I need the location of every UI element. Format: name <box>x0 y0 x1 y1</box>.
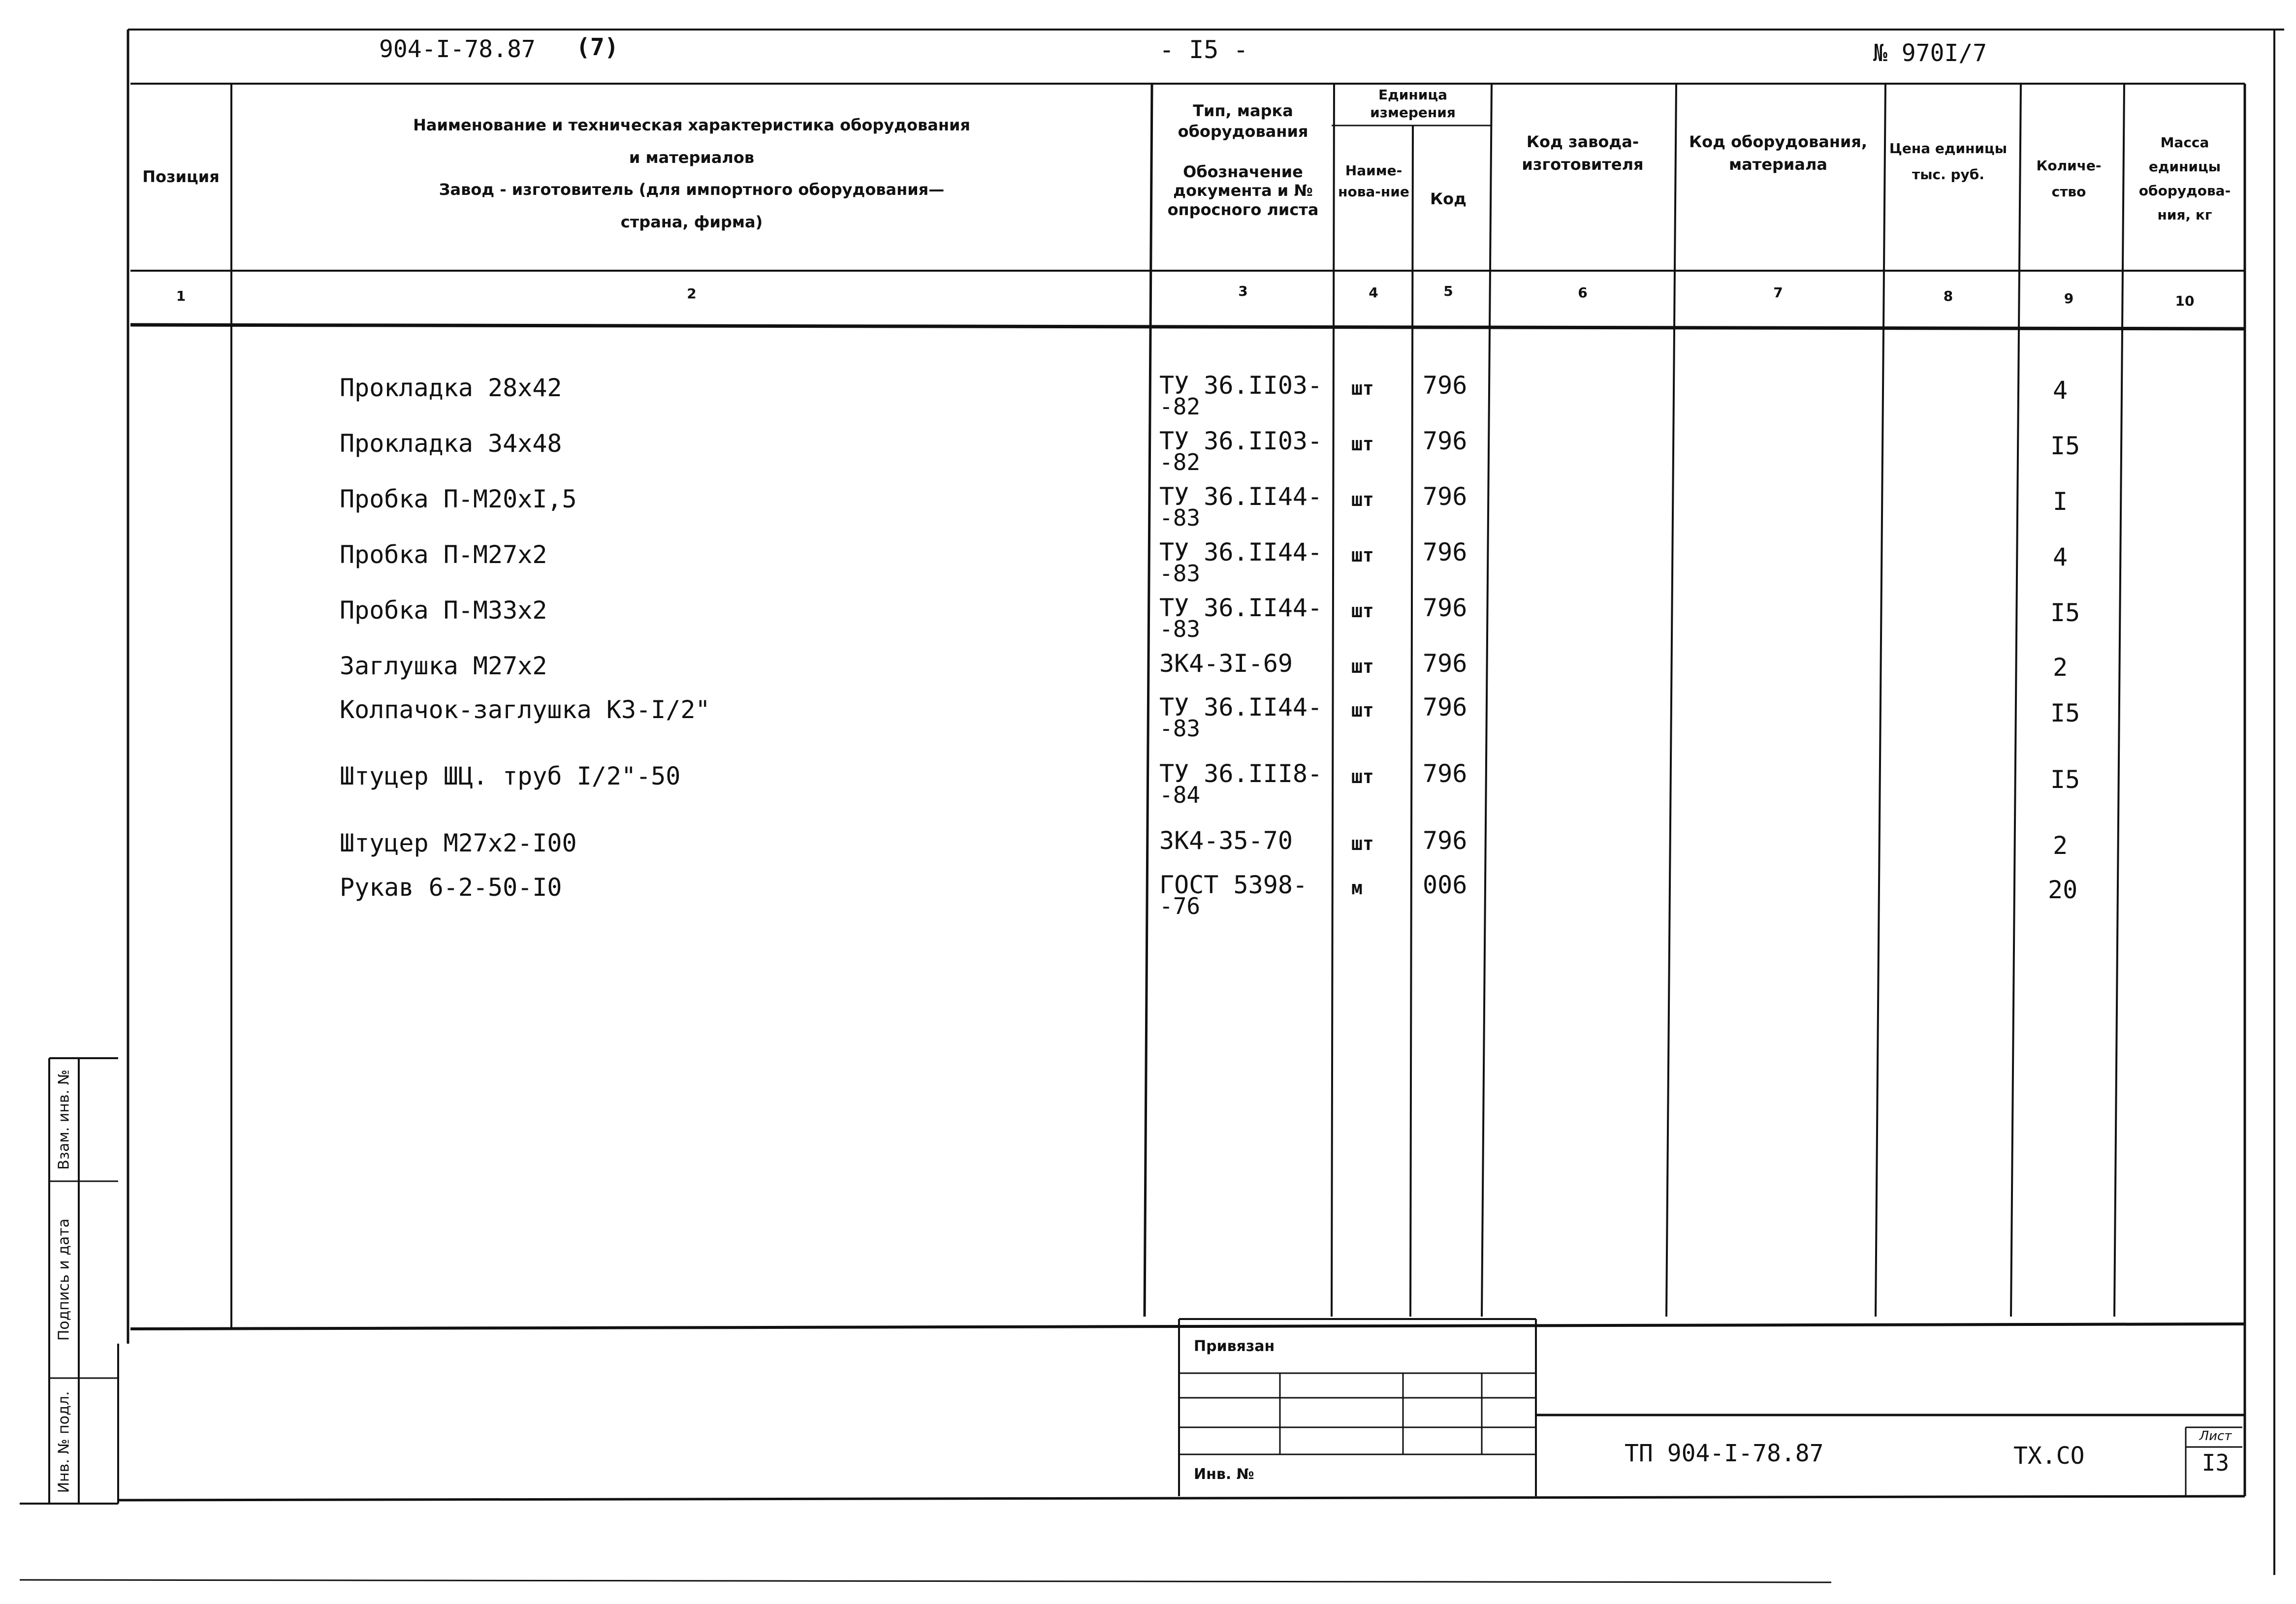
row-unit: шт <box>1351 433 1374 455</box>
row-doc-line1: 3К4-3I-69 <box>1159 649 1293 678</box>
row-unit: шт <box>1351 600 1374 622</box>
side-signature-date: Подпись и дата <box>55 1218 73 1341</box>
row-doc-line2: -76 <box>1159 893 1201 919</box>
row-quantity: I5 <box>2050 699 2080 727</box>
row-doc-line2: -82 <box>1159 393 1201 420</box>
row-quantity: 2 <box>2053 831 2068 860</box>
row-item-name: Рукав 6-2-50-I0 <box>340 873 562 902</box>
stamp-sheet-number: I3 <box>2201 1449 2230 1476</box>
row-unit-code: 796 <box>1423 649 1467 678</box>
row-item-name: Колпачок-заглушка К3-I/2" <box>340 695 710 724</box>
header-type-mark: Тип, марка оборудования <box>1178 101 1308 141</box>
row-quantity: I <box>2053 487 2068 516</box>
row-item-name: Прокладка 34х48 <box>340 429 562 458</box>
header-manufacturer-code: Код завода-изготовителя <box>1522 132 1644 174</box>
column-number: 3 <box>1238 283 1248 299</box>
header-name <box>236 113 1147 234</box>
header-position: Позиция <box>142 167 220 186</box>
row-doc-line1: ТУ 36.II44- <box>1159 482 1323 511</box>
row-unit-code: 796 <box>1423 538 1467 566</box>
row-item-name: Пробка П-М20хI,5 <box>340 485 577 513</box>
header-unit-price: Цена единицы тыс. руб. <box>1889 140 2008 183</box>
row-doc-line1: ТУ 36.II03- <box>1159 427 1323 455</box>
row-unit: шт <box>1351 544 1374 566</box>
row-doc-line2: -82 <box>1159 449 1201 475</box>
column-number: 9 <box>2064 290 2074 307</box>
row-quantity: I5 <box>2050 432 2080 460</box>
column-number: 2 <box>687 285 697 302</box>
header-unit-group: Единица измерения <box>1370 87 1456 121</box>
stamp-sheet-label: Лист <box>2199 1429 2232 1444</box>
row-doc-line1: ТУ 36.II44- <box>1159 594 1323 622</box>
header-name-line4: страна, фирма) <box>620 212 763 231</box>
row-item-name: Заглушка М27х2 <box>340 652 547 680</box>
header-unit-name: Наиме-нова-ние <box>1338 162 1409 200</box>
row-doc-line1: ТУ 36.III8- <box>1159 759 1323 788</box>
document-suffix: (7) <box>576 33 619 61</box>
stamp-section: ТХ.СО <box>2013 1442 2085 1470</box>
header-name-line2: и материалов <box>629 148 755 167</box>
header-name-line3: Завод - изготовитель (для импортного оборудования— <box>439 180 945 199</box>
row-quantity: 20 <box>2048 876 2078 904</box>
row-unit: шт <box>1351 656 1374 677</box>
header-doc-designation: Обозначение документа и № опросного листа <box>1167 162 1319 219</box>
row-unit: м <box>1351 877 1363 899</box>
row-unit-code: 796 <box>1423 594 1467 622</box>
row-unit: шт <box>1351 699 1374 721</box>
header-name-line1: Наименование и техническая характеристика оборудования <box>413 116 970 134</box>
row-quantity: 4 <box>2053 376 2068 405</box>
row-item-name: Штуцер ШЦ. труб I/2"-50 <box>340 762 681 790</box>
header-unit-mass: Масса единицы оборудова-ния, кг <box>2138 134 2231 223</box>
column-number: 6 <box>1578 284 1588 301</box>
row-unit: шт <box>1351 377 1374 399</box>
row-doc-line1: 3К4-35-70 <box>1159 826 1293 855</box>
row-item-name: Прокладка 28х42 <box>340 374 562 402</box>
column-number: 4 <box>1369 284 1378 301</box>
row-unit-code: 796 <box>1423 826 1467 855</box>
row-item-name: Пробка П-М33х2 <box>340 596 547 625</box>
row-quantity: I5 <box>2050 765 2080 794</box>
row-unit-code: 796 <box>1423 482 1467 511</box>
column-number: 1 <box>176 288 186 304</box>
row-unit-code: 796 <box>1423 427 1467 455</box>
column-number: 8 <box>1943 288 1953 304</box>
row-item-name: Штуцер М27х2-I00 <box>340 829 577 857</box>
row-doc-line2: -83 <box>1159 616 1201 642</box>
row-doc-line1: ТУ 36.II03- <box>1159 371 1323 400</box>
row-unit: шт <box>1351 833 1374 854</box>
row-quantity: 4 <box>2053 543 2068 571</box>
document-code: 904-I-78.87 <box>379 35 536 63</box>
header-unit-code: Код <box>1430 189 1467 208</box>
stamp-designation: ТП 904-I-78.87 <box>1625 1440 1824 1467</box>
row-doc-line1: ТУ 36.II44- <box>1159 693 1323 722</box>
column-number: 7 <box>1773 284 1783 301</box>
page-number: - I5 - <box>1159 35 1248 64</box>
row-doc-line2: -84 <box>1159 782 1201 808</box>
side-original-inv: Инв. № подл. <box>55 1391 73 1493</box>
row-quantity: I5 <box>2050 598 2080 627</box>
row-doc-line2: -83 <box>1159 504 1201 531</box>
column-number: 10 <box>2175 293 2195 309</box>
column-number: 5 <box>1443 283 1453 299</box>
row-unit-code: 796 <box>1423 759 1467 788</box>
header-quantity: Количе-ство <box>2036 157 2102 200</box>
row-unit-code: 006 <box>1423 871 1467 899</box>
row-unit: шт <box>1351 489 1374 510</box>
row-doc-line1: ТУ 36.II44- <box>1159 538 1323 566</box>
row-unit-code: 796 <box>1423 371 1467 400</box>
row-quantity: 2 <box>2053 653 2068 682</box>
row-doc-line2: -83 <box>1159 560 1201 587</box>
stamp-attached-label: Привязан <box>1194 1338 1275 1355</box>
stamp-inv-label: Инв. № <box>1194 1466 1254 1483</box>
side-replacement-inv: Взам. инв. № <box>55 1069 73 1170</box>
row-doc-line2: -83 <box>1159 715 1201 742</box>
row-doc-line1: ГОСТ 5398- <box>1159 871 1308 899</box>
row-unit-code: 796 <box>1423 693 1467 722</box>
header-equipment-code: Код оборудования, материала <box>1689 132 1868 174</box>
inventory-number: № 970I/7 <box>1873 39 1987 67</box>
row-item-name: Пробка П-М27х2 <box>340 540 547 569</box>
row-unit: шт <box>1351 766 1374 787</box>
